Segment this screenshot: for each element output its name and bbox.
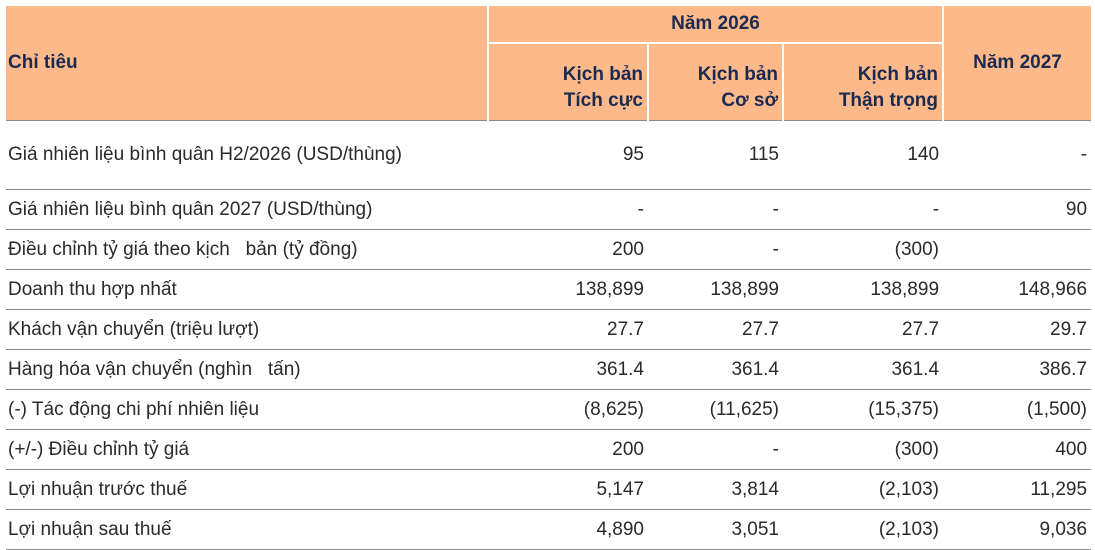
cell-base: 138,899 (648, 270, 783, 310)
cell-positive: 138,899 (488, 270, 648, 310)
header-scenario-conservative (783, 43, 943, 121)
table-row (6, 121, 1091, 190)
cell-base: - (648, 230, 783, 270)
scenario-name: Cơ sở (721, 90, 778, 111)
cell-conservative: 27.7 (783, 310, 943, 350)
row-label: Doanh thu hợp nhất (6, 270, 488, 310)
cell-base: 3,814 (648, 470, 783, 510)
cell-base: - (648, 190, 783, 230)
table-container (6, 6, 1091, 550)
cell-2027: 11,295 (943, 470, 1091, 510)
cell-conservative: (300) (783, 430, 943, 470)
row-label: (-) Tác động chi phí nhiên liệu (6, 390, 488, 430)
row-label: Hàng hóa vận chuyển (nghìn tấn) (6, 350, 488, 390)
cell-positive: (8,625) (488, 390, 648, 430)
cell-base: 361.4 (648, 350, 783, 390)
scenario-label: Kịch bản (857, 64, 939, 85)
cell-2027: 148,966 (943, 270, 1091, 310)
cell-positive: - (488, 190, 648, 230)
cell-conservative: 140 (783, 121, 943, 190)
row-label: Giá nhiên liệu bình quân H2/2026 (USD/thùng) (6, 121, 488, 190)
table-row (6, 350, 1091, 390)
cell-conservative: 138,899 (783, 270, 943, 310)
cell-positive: 200 (488, 430, 648, 470)
table-header (6, 6, 1091, 121)
table-body (6, 121, 1091, 550)
cell-base: 27.7 (648, 310, 783, 350)
cell-2027: 386.7 (943, 350, 1091, 390)
scenario-name: Thận trọng (838, 90, 939, 111)
cell-positive: 200 (488, 230, 648, 270)
header-year-2026: Năm 2026 (488, 6, 943, 43)
table-row (6, 470, 1091, 510)
row-label: Lợi nhuận trước thuế (6, 470, 488, 510)
scenario-name: Tích cực (563, 90, 643, 111)
header-scenario-positive (488, 43, 648, 121)
cell-2027: 400 (943, 430, 1091, 470)
cell-2027: 90 (943, 190, 1091, 230)
row-label: Khách vận chuyển (triệu lượt) (6, 310, 488, 350)
cell-positive: 95 (488, 121, 648, 190)
cell-positive: 361.4 (488, 350, 648, 390)
table-row (6, 310, 1091, 350)
cell-2027: 9,036 (943, 510, 1091, 550)
header-scenario-base (648, 43, 783, 121)
row-label: (+/-) Điều chỉnh tỷ giá (6, 430, 488, 470)
row-label: Giá nhiên liệu bình quân 2027 (USD/thùng) (6, 190, 488, 230)
row-label: Lợi nhuận sau thuế (6, 510, 488, 550)
table-row (6, 390, 1091, 430)
cell-conservative: - (783, 190, 943, 230)
cell-conservative: 361.4 (783, 350, 943, 390)
row-label: Điều chỉnh tỷ giá theo kịch bản (tỷ đồng) (6, 230, 488, 270)
table-row (6, 510, 1091, 550)
cell-base: - (648, 430, 783, 470)
scenario-label: Kịch bản (562, 64, 643, 85)
cell-conservative: (300) (783, 230, 943, 270)
scenario-table (6, 6, 1091, 550)
cell-base: 115 (648, 121, 783, 190)
cell-base: 3,051 (648, 510, 783, 550)
header-year-2027: Năm 2027 (943, 6, 1091, 121)
cell-positive: 5,147 (488, 470, 648, 510)
table-row (6, 230, 1091, 270)
cell-2027 (943, 230, 1091, 270)
cell-positive: 27.7 (488, 310, 648, 350)
cell-base: (11,625) (648, 390, 783, 430)
table-row (6, 270, 1091, 310)
table-row (6, 430, 1091, 470)
cell-2027: 29.7 (943, 310, 1091, 350)
cell-2027: (1,500) (943, 390, 1091, 430)
cell-conservative: (2,103) (783, 510, 943, 550)
cell-positive: 4,890 (488, 510, 648, 550)
cell-conservative: (15,375) (783, 390, 943, 430)
cell-conservative: (2,103) (783, 470, 943, 510)
scenario-label: Kịch bản (697, 64, 778, 85)
header-chi-tieu: Chỉ tiêu (6, 6, 488, 121)
cell-2027: - (943, 121, 1091, 190)
table-row (6, 190, 1091, 230)
